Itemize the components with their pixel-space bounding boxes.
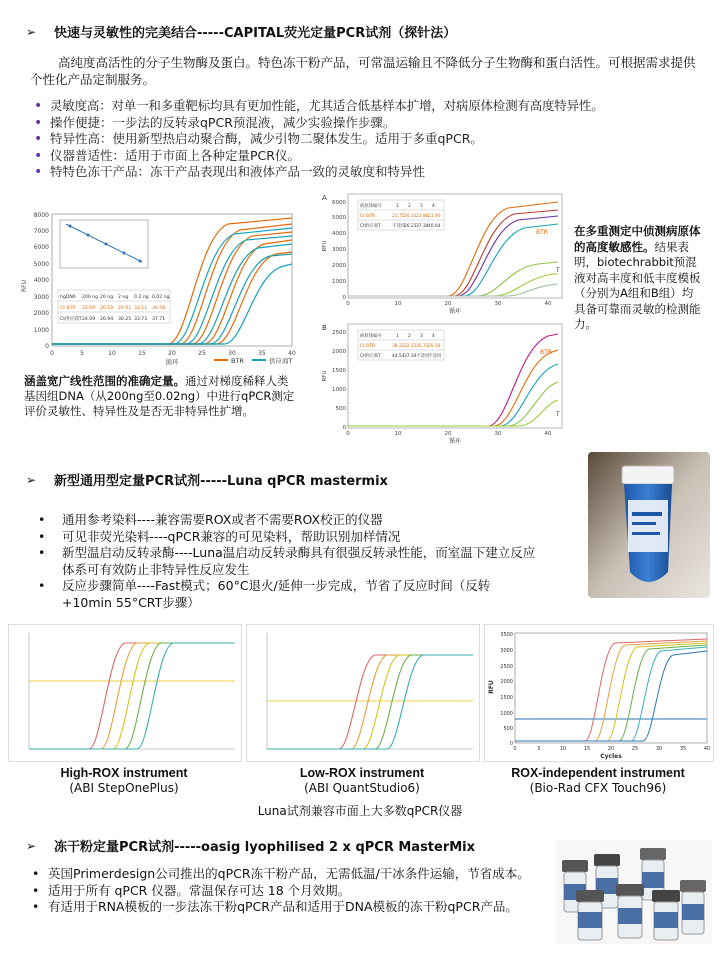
list-item: • 通用参考染料----兼容需要ROX或者不需要ROX校正的仪器 bbox=[36, 512, 536, 529]
table-cell: 38.23 bbox=[392, 344, 405, 349]
table-cell: 200 ng bbox=[82, 295, 99, 300]
table-cell: 21.90 bbox=[428, 214, 441, 219]
table-cell: 33.73 bbox=[134, 317, 148, 322]
left-caption-text: 通过对梯度稀释人类基因组DNA（从200ng至0.02ng）中进行qPCR测定评价灵敏性、特异性及是否无非特异性扩增。 bbox=[24, 374, 295, 418]
table-cell: 1 bbox=[396, 334, 399, 339]
table-cell: 0.2 ng bbox=[134, 295, 149, 300]
table-cell: 2 bbox=[408, 334, 411, 339]
x-tick: 30 bbox=[494, 431, 502, 437]
table-cell: 35.59 bbox=[428, 344, 441, 349]
linear-range-chart bbox=[18, 206, 298, 368]
instrument-chart-low-rox bbox=[246, 624, 480, 762]
table-cell: 44.54 bbox=[392, 354, 405, 359]
y-tick: 7000 bbox=[33, 228, 49, 235]
y-tick: 1000 bbox=[500, 711, 513, 717]
section1-title: 快速与灵敏性的完美结合-----CAPITAL荧光定量PCR试剂（探针法） bbox=[54, 26, 457, 41]
table-cell: 2 ng bbox=[118, 295, 129, 300]
list-item: • 新型温启动反转录酶----Luna温启动反转录酶具有很强反转录性能，而室温下建立反应体系可有效防止非特异性反应发生 bbox=[36, 545, 536, 578]
section2-title: 新型通用型定量PCR试剂-----Luna qPCR mastermix bbox=[54, 474, 388, 489]
table-cell: 21.75 bbox=[392, 214, 405, 219]
section3-title: 冻干粉定量PCR试剂-----oasig lyophilised 2 x qPCR MasterMix bbox=[54, 840, 476, 855]
x-tick: 40 bbox=[544, 431, 552, 437]
table-cell: 24.09 bbox=[82, 317, 96, 322]
section1-bullets bbox=[32, 98, 720, 181]
instrument-chart-rox-independent bbox=[484, 624, 714, 762]
x-tick: 20 bbox=[168, 350, 176, 357]
table-cell: 37.71 bbox=[152, 317, 166, 322]
x-tick: 20 bbox=[444, 431, 452, 437]
x-tick: 0 bbox=[50, 350, 54, 357]
x-tick: 30 bbox=[494, 301, 502, 307]
table-cell: 病原体编号 bbox=[360, 204, 382, 209]
x-tick: 35 bbox=[258, 350, 266, 357]
table-cell: Ct BTR bbox=[60, 306, 76, 311]
left-chart-caption bbox=[24, 374, 296, 419]
y-tick: 2000 bbox=[332, 263, 346, 269]
list-item: • 适用于所有 qPCR 仪器。常温保存可达 18 个月效期。 bbox=[30, 883, 550, 900]
y-tick: 1500 bbox=[500, 695, 513, 701]
y-tick: 1500 bbox=[332, 368, 346, 374]
x-tick: 40 bbox=[703, 746, 711, 752]
x-tick: 20 bbox=[444, 301, 452, 307]
table-cell: 2 bbox=[408, 204, 411, 209]
section3-bullets bbox=[30, 866, 550, 916]
table-cell: 29.61 bbox=[118, 306, 132, 311]
y-tick: 0 bbox=[342, 425, 346, 431]
y-tick: 1000 bbox=[332, 279, 346, 285]
table-cell: 22.69 bbox=[82, 306, 96, 311]
list-item: • 操作便捷：一步法的反转录qPCR预混液，减少实验操作步骤。 bbox=[32, 115, 720, 132]
table-cell: Ct BTR bbox=[360, 214, 375, 219]
y-axis-label: RFU bbox=[21, 279, 28, 293]
table-cell: 3 bbox=[420, 204, 423, 209]
instrument-model: (ABI StepOnePlus) bbox=[69, 781, 179, 795]
y-tick: 1000 bbox=[332, 387, 346, 393]
x-axis-label: Cycles bbox=[600, 753, 622, 760]
table-cell: hgDNA bbox=[60, 295, 76, 300]
x-axis-label: 循环 bbox=[448, 308, 462, 314]
table-cell: 40.64 bbox=[428, 224, 441, 229]
y-tick: 5000 bbox=[33, 261, 49, 268]
multiplex-chart-b bbox=[318, 318, 568, 444]
section1-heading bbox=[26, 22, 706, 41]
section1-intro: 高纯度高活性的分子生物酶及蛋白。特色冻干粉产品，可常温运输且不降低分子生物酶和蛋白活性。可根据需求提供个性化产品定制服务。 bbox=[30, 55, 696, 87]
x-tick: 40 bbox=[544, 301, 552, 307]
table-cell: 1 bbox=[396, 204, 399, 209]
table-cell: 26.94 bbox=[100, 317, 114, 322]
x-tick: 25 bbox=[631, 746, 639, 752]
y-axis-label: RFU bbox=[322, 370, 328, 382]
y-tick: 2500 bbox=[332, 330, 346, 336]
y-tick: 3000 bbox=[332, 247, 346, 253]
table-cell: Ct供应商T bbox=[360, 354, 381, 359]
y-tick: 8000 bbox=[33, 212, 49, 219]
table-cell: 20 ng bbox=[100, 295, 114, 300]
table-cell: Ct供应商T bbox=[360, 224, 381, 229]
x-tick: 20 bbox=[607, 746, 615, 752]
x-tick: 10 bbox=[394, 301, 402, 307]
instrument-name: Low-ROX instrument bbox=[299, 766, 425, 780]
x-tick: 40 bbox=[288, 350, 296, 357]
y-tick: 3000 bbox=[33, 294, 49, 301]
arrow-bullet-icon: ➢ bbox=[26, 24, 37, 39]
table-cell: 36.58 bbox=[152, 306, 166, 311]
table-cell: 26.21 bbox=[404, 224, 417, 229]
table-cell: 26.10 bbox=[100, 306, 114, 311]
y-tick: 0 bbox=[509, 741, 513, 747]
x-tick: 0 bbox=[346, 301, 350, 307]
instrument-model: (Bio-Rad CFX Touch96) bbox=[529, 781, 667, 795]
arrow-bullet-icon: ➢ bbox=[26, 472, 37, 487]
section2-bullets bbox=[36, 512, 536, 611]
right-caption-text: 结果表明，biotechrabbit预混液对高丰度和低丰度模板（分别为A组和B组）均具备可靠而灵敏的检测能力。 bbox=[574, 239, 701, 331]
y-tick: 2500 bbox=[500, 664, 513, 670]
y-tick: 6000 bbox=[332, 200, 346, 206]
list-item: • 可见非荧光染料----qPCR兼容的可见染料，帮助识别加样情况 bbox=[36, 529, 536, 546]
panel-label: A bbox=[322, 194, 327, 202]
table-cell: 0.02 ng bbox=[152, 295, 170, 300]
panel-label: B bbox=[322, 324, 327, 332]
arrow-bullet-icon: ➢ bbox=[26, 838, 37, 853]
x-tick: 0 bbox=[513, 746, 517, 752]
section3-heading bbox=[26, 836, 556, 855]
x-tick: 25 bbox=[198, 350, 206, 357]
y-tick: 1000 bbox=[33, 327, 49, 334]
instrument-label-3 bbox=[484, 766, 712, 796]
list-item: • 英国Primerdesign公司推出的qPCR冻干粉产品，无需低温/干冰条件运输，节省成本。 bbox=[30, 866, 550, 883]
list-item: • 灵敏度高：对单一和多重靶标均具有更加性能，尤其适合低基样本扩增，对病原体检测有高度特异性。 bbox=[32, 98, 720, 115]
instrument-chart-high-rox bbox=[8, 624, 242, 762]
list-item: • 特异性高：使用新型热启动聚合酶，减少引物二聚体发生。适用于多重qPCR。 bbox=[32, 131, 720, 148]
table-cell: 不适用 bbox=[416, 354, 430, 359]
table-cell: 22.86 bbox=[416, 214, 429, 219]
table-cell: Ct BTR bbox=[360, 344, 375, 349]
y-tick: 4000 bbox=[332, 231, 346, 237]
multiplex-chart-a bbox=[318, 188, 568, 314]
y-tick: 3000 bbox=[500, 648, 513, 654]
table-cell: 不适用 bbox=[428, 354, 442, 359]
table-cell: Ct供应商T bbox=[60, 317, 82, 322]
compat-caption: Luna试剂兼容市面上大多数qPCR仪器 bbox=[257, 804, 463, 818]
legend-btr: BTR bbox=[231, 357, 244, 365]
legend-supplier: 供应商T bbox=[269, 357, 293, 365]
instrument-name: ROX-independent instrument bbox=[511, 766, 685, 780]
section2-heading bbox=[26, 470, 566, 489]
y-tick: 2000 bbox=[500, 679, 513, 685]
instrument-label-2 bbox=[246, 766, 478, 796]
y-axis-label: RFU bbox=[488, 680, 495, 694]
right-chart-caption bbox=[574, 224, 704, 333]
x-axis-label: 循环 bbox=[165, 358, 179, 366]
x-tick: 10 bbox=[559, 746, 567, 752]
table-cell: 37.34 bbox=[416, 224, 429, 229]
x-tick: 5 bbox=[80, 350, 84, 357]
y-tick: 5000 bbox=[332, 215, 346, 221]
x-axis-label: 循环 bbox=[448, 438, 462, 444]
list-item: • 仪器普适性：适用于市面上各种定量PCR仪。 bbox=[32, 148, 720, 165]
table-cell: 35.73 bbox=[416, 344, 429, 349]
table-cell: 33.11 bbox=[134, 306, 148, 311]
table-cell: 4 bbox=[432, 334, 435, 339]
x-tick: 30 bbox=[655, 746, 663, 752]
x-tick: 10 bbox=[108, 350, 116, 357]
x-tick: 10 bbox=[394, 431, 402, 437]
y-tick: 2000 bbox=[332, 349, 346, 355]
lyophilised-vials-photo bbox=[556, 840, 712, 944]
table-cell: 4 bbox=[432, 204, 435, 209]
table-cell: 30.25 bbox=[118, 317, 132, 322]
left-caption-bold: 涵盖宽广线性范围的准确定量。 bbox=[24, 374, 185, 388]
right-caption-bold: 在多重测定中侦测病原体的高度敏感性。 bbox=[574, 224, 701, 254]
y-tick: 3500 bbox=[500, 632, 513, 638]
list-item: • 反应步骤简单----Fast模式；60°C退火/延伸一步完成，节省了反应时间（反转+10min 55°CRT步骤） bbox=[36, 578, 536, 611]
y-tick: 4000 bbox=[33, 277, 49, 284]
luna-tube-photo bbox=[588, 452, 710, 598]
y-tick: 2000 bbox=[33, 310, 49, 317]
y-tick: 0 bbox=[45, 343, 49, 350]
table-cell: 病原体编号 bbox=[360, 334, 382, 339]
x-tick: 35 bbox=[679, 746, 687, 752]
instrument-name: High-ROX instrument bbox=[60, 766, 188, 780]
list-item: • 特特色冻干产品：冻干产品表现出和液体产品一致的灵敏度和特异性 bbox=[32, 164, 720, 181]
y-tick: 500 bbox=[503, 726, 513, 732]
x-tick: 0 bbox=[346, 431, 350, 437]
instrument-label-1 bbox=[8, 766, 240, 796]
x-tick: 5 bbox=[537, 746, 541, 752]
instrument-model: (ABI QuantStudio6) bbox=[304, 781, 420, 795]
x-tick: 15 bbox=[138, 350, 146, 357]
series-label-btr: BTR bbox=[536, 229, 548, 236]
table-cell: 37.34 bbox=[404, 354, 417, 359]
y-tick: 500 bbox=[335, 406, 346, 412]
table-cell: 不适用 bbox=[392, 224, 406, 229]
x-tick: 30 bbox=[228, 350, 236, 357]
series-label-btr: BTR bbox=[540, 349, 552, 356]
y-axis-label: RFU bbox=[322, 240, 328, 252]
table-cell: 20.31 bbox=[404, 214, 417, 219]
list-item: • 有适用于RNA模板的一步法冻干粉qPCR产品和适用于DNA模板的冻干粉qPCR产品。 bbox=[30, 899, 550, 916]
series-label-t: T bbox=[556, 267, 560, 274]
table-cell: 32.13 bbox=[404, 344, 417, 349]
y-tick: 0 bbox=[342, 295, 346, 301]
table-cell: 3 bbox=[420, 334, 423, 339]
y-tick: 6000 bbox=[33, 244, 49, 251]
series-label-t: T bbox=[556, 411, 560, 418]
x-tick: 15 bbox=[583, 746, 591, 752]
